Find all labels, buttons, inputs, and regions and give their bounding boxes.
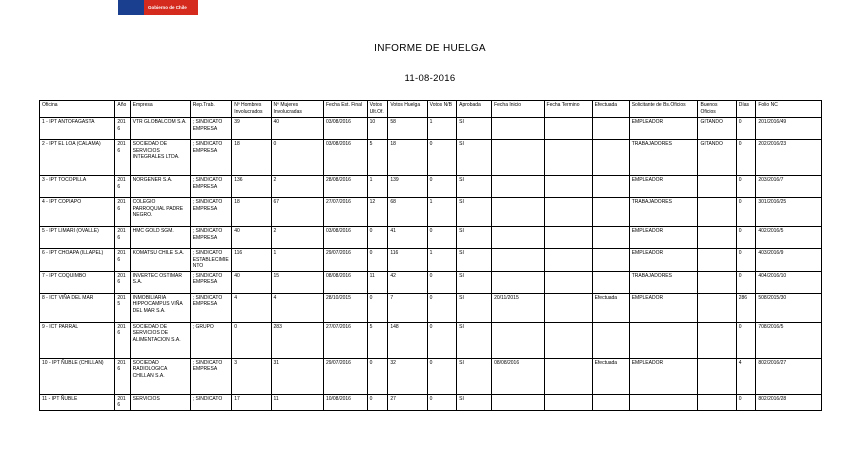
table-cell: 2016 [115, 176, 130, 198]
table-cell: 18 [232, 198, 271, 227]
table-cell: ; SINDICATO ESTABLECIMIENTO [190, 249, 232, 272]
table-cell: 27/07/2016 [323, 198, 367, 227]
table-cell: 0 [736, 249, 756, 272]
table-cell: 67 [271, 198, 323, 227]
table-cell: 1 [367, 176, 388, 198]
table-cell: TRABAJADORES [629, 198, 698, 227]
table-cell: 1 - IPT ANTOFAGASTA [40, 118, 115, 140]
table-cell: 0 [367, 227, 388, 249]
table-header-row [40, 101, 822, 118]
table-cell: 508/2015/30 [756, 293, 822, 322]
table-cell [544, 394, 592, 410]
table-cell: 5 - IPT LIMARI (OVALLE) [40, 227, 115, 249]
table-cell: 2016 [115, 358, 130, 394]
table-cell: SERVICIOS [130, 394, 190, 410]
table-cell: 0 [427, 176, 456, 198]
table-row [40, 176, 822, 198]
table-cell [698, 358, 736, 394]
table-cell: 1 [271, 249, 323, 272]
table-cell: SOCIEDAD DE SERVICIOS DE ALIMENTACION S.A. [130, 322, 190, 358]
table-cell: 20/11/2015 [492, 293, 544, 322]
table-cell: TRABAJADORES [629, 140, 698, 176]
table-cell [592, 118, 629, 140]
table-row [40, 249, 822, 272]
table-cell: ; SINDICATO EMPRESA [190, 227, 232, 249]
column-header: Días [736, 101, 756, 118]
table-cell: 10 - IPT ÑUBLE (CHILLAN) [40, 358, 115, 394]
logo-blue-block [118, 0, 144, 15]
table-cell: 0 [367, 394, 388, 410]
table-cell: 2016 [115, 140, 130, 176]
table-cell: 18 [232, 140, 271, 176]
logo-text: Gobierno de Chile [148, 5, 187, 10]
gobierno-logo [118, 0, 198, 15]
table-row [40, 358, 822, 394]
table-cell: 28/10/2015 [323, 293, 367, 322]
table-cell: ; SINDICATO [190, 394, 232, 410]
column-header: Rep.Trab. [190, 101, 232, 118]
column-header: Votos Ult.Of. [367, 101, 388, 118]
table-cell [698, 176, 736, 198]
table-cell: ; GRUPO [190, 322, 232, 358]
table-cell: 0 [427, 271, 456, 293]
table-row [40, 322, 822, 358]
table-cell: SI [457, 227, 492, 249]
table-cell: 27 [388, 394, 427, 410]
table-cell: 4 [232, 293, 271, 322]
table-cell [544, 249, 592, 272]
table-cell: SI [457, 198, 492, 227]
table-cell: EMPLEADOR [629, 176, 698, 198]
table-cell: 4 [736, 358, 756, 394]
table-cell: 1 [427, 118, 456, 140]
table-cell: SI [457, 118, 492, 140]
table-cell [492, 394, 544, 410]
table-cell [492, 271, 544, 293]
table-cell: 3 [232, 358, 271, 394]
table-cell: 116 [388, 249, 427, 272]
column-header: Año [115, 101, 130, 118]
table-cell: GITANDO [698, 118, 736, 140]
table-cell: 7 [388, 293, 427, 322]
table-cell: 27/07/2016 [323, 322, 367, 358]
table-cell: 40 [271, 118, 323, 140]
table-cell: 5 [367, 140, 388, 176]
table-cell: 12 [367, 198, 388, 227]
table-cell: ; SINDICATO EMPRESA [190, 198, 232, 227]
table-cell: SI [457, 322, 492, 358]
table-cell: 286 [736, 293, 756, 322]
table-cell: 0 [367, 249, 388, 272]
table-cell: 11 [367, 271, 388, 293]
table-cell: 10/08/2016 [323, 394, 367, 410]
table-cell [698, 394, 736, 410]
column-header: Nº Hombres Involucrados [232, 101, 271, 118]
table-cell: EMPLEADOR [629, 293, 698, 322]
table-cell: ; SINDICATO EMPRESA [190, 140, 232, 176]
table-cell [544, 322, 592, 358]
table-cell: 0 [232, 322, 271, 358]
table-cell: EMPLEADOR [629, 118, 698, 140]
table-cell: 2016 [115, 227, 130, 249]
table-cell [592, 322, 629, 358]
table-row [40, 394, 822, 410]
table-cell: 28/08/2016 [323, 176, 367, 198]
table-cell: 1 [427, 198, 456, 227]
table-cell [698, 271, 736, 293]
table-row [40, 227, 822, 249]
table-cell: 403/2016/9 [756, 249, 822, 272]
table-cell: 31 [271, 358, 323, 394]
column-header: Nº Mujeres Involucradas [271, 101, 323, 118]
table-cell: 2016 [115, 198, 130, 227]
table-cell [544, 118, 592, 140]
table-cell [492, 176, 544, 198]
table-cell: 9 - ICT PARRAL [40, 322, 115, 358]
table-cell: 03/08/2016 [323, 140, 367, 176]
table-cell: 201/2016/49 [756, 118, 822, 140]
table-cell: 68 [388, 198, 427, 227]
table-cell: 18 [388, 140, 427, 176]
table-cell: 4 [271, 293, 323, 322]
table-cell: ; SINDICATO EMPRESA [190, 358, 232, 394]
strike-report-table [39, 100, 822, 411]
table-row [40, 293, 822, 322]
table-cell: 0 [427, 322, 456, 358]
table-cell: 5 [367, 322, 388, 358]
table-cell: 301/2016/25 [756, 198, 822, 227]
table-cell: NORGENER S.A. [130, 176, 190, 198]
table-cell: SI [457, 140, 492, 176]
column-header: Empresa [130, 101, 190, 118]
table-cell: INMOBILIARIA HIPPOCAMPUS VIÑA DEL MAR S.A. [130, 293, 190, 322]
table-cell [492, 118, 544, 140]
table-row [40, 198, 822, 227]
table-cell: EMPLEADOR [629, 358, 698, 394]
table-cell: 29/07/2016 [323, 249, 367, 272]
table-cell: SI [457, 271, 492, 293]
table-cell: 11 - IPT ÑUBLE [40, 394, 115, 410]
table-cell: 116 [232, 249, 271, 272]
table-cell: SOCIEDAD DE SERVICIOS INTEGRALES LTDA. [130, 140, 190, 176]
table-cell: VTR GLOBALCOM S.A. [130, 118, 190, 140]
table-cell [544, 358, 592, 394]
table-cell: 40 [232, 271, 271, 293]
table-cell: COLEGIO PARROQUIAL PADRE NEGRO. [130, 198, 190, 227]
table-cell [592, 140, 629, 176]
table-cell: 708/2016/5 [756, 322, 822, 358]
table-cell [592, 198, 629, 227]
report-date: 11-08-2016 [404, 73, 456, 84]
table-cell: KOMATSU CHILE S.A. [130, 249, 190, 272]
table-cell: 2 - IPT EL LOA (CALAMA) [40, 140, 115, 176]
table-cell: 802/2016/27 [756, 358, 822, 394]
table-cell: 8 - ICT VIÑA DEL MAR [40, 293, 115, 322]
table-cell: 148 [388, 322, 427, 358]
report-title: INFORME DE HUELGA [374, 43, 486, 54]
table-cell [592, 249, 629, 272]
table-cell [544, 176, 592, 198]
table-cell: ; SINDICATO EMPRESA [190, 118, 232, 140]
table-cell: 0 [736, 198, 756, 227]
table-cell [698, 249, 736, 272]
table-cell: 402/2016/5 [756, 227, 822, 249]
column-header: Fecha Est. Final [323, 101, 367, 118]
column-header: Fecha Inicio [492, 101, 544, 118]
table-cell: 0 [736, 176, 756, 198]
table-cell: 08/08/2016 [492, 358, 544, 394]
table-cell: 0 [736, 271, 756, 293]
table-cell: GITANDO [698, 140, 736, 176]
table-cell: Efectuada [592, 293, 629, 322]
column-header: Folio NC [756, 101, 822, 118]
table-cell: 6 - IPT CHOAPA (ILLAPEL) [40, 249, 115, 272]
table-cell: SI [457, 249, 492, 272]
table-cell: 203/2016/7 [756, 176, 822, 198]
table-cell: 0 [367, 358, 388, 394]
table-cell: 32 [388, 358, 427, 394]
table-cell: ; SINDICATO EMPRESA [190, 271, 232, 293]
table-cell: 11 [271, 394, 323, 410]
table-cell [629, 394, 698, 410]
table-cell: 2 [271, 176, 323, 198]
table-row [40, 271, 822, 293]
table-cell: 139 [388, 176, 427, 198]
column-header: Oficina [40, 101, 115, 118]
table-cell [698, 227, 736, 249]
table-cell: 0 [427, 394, 456, 410]
table-body [40, 118, 822, 411]
table-cell: 3 - IPT TOCOPILLA [40, 176, 115, 198]
table-cell: 2016 [115, 249, 130, 272]
table-cell [492, 322, 544, 358]
table-cell: 15 [271, 271, 323, 293]
table-cell: ; SINDICATO EMPRESA [190, 176, 232, 198]
table-cell: 202/2016/23 [756, 140, 822, 176]
table-cell: 40 [232, 227, 271, 249]
table-cell: 41 [388, 227, 427, 249]
table-cell: 0 [427, 227, 456, 249]
table-cell: Efectuada [592, 358, 629, 394]
table-cell: 0 [736, 227, 756, 249]
table-cell: 2016 [115, 271, 130, 293]
table-cell [492, 227, 544, 249]
table-cell: TRABAJADORES [629, 271, 698, 293]
table-cell: 404/2016/10 [756, 271, 822, 293]
table-cell: 0 [427, 358, 456, 394]
table-cell: SI [457, 394, 492, 410]
table-cell: 2016 [115, 394, 130, 410]
table-cell [544, 198, 592, 227]
table-cell: 42 [388, 271, 427, 293]
table-cell [698, 293, 736, 322]
table-cell: 0 [736, 140, 756, 176]
table-cell: 2 [271, 227, 323, 249]
table-cell: 39 [232, 118, 271, 140]
table-cell: 0 [736, 118, 756, 140]
column-header: Buenos Oficios [698, 101, 736, 118]
table-cell: 58 [388, 118, 427, 140]
table-cell: 2015 [115, 293, 130, 322]
column-header: Efectuada [592, 101, 629, 118]
table-cell [698, 198, 736, 227]
table-cell: INVERTEC OSTIMAR S.A. [130, 271, 190, 293]
table-cell: 2016 [115, 322, 130, 358]
table-cell [629, 322, 698, 358]
table-cell: SI [457, 358, 492, 394]
table-row [40, 140, 822, 176]
table-cell: 10 [367, 118, 388, 140]
column-header: Solicitante de Bs.Oficios [629, 101, 698, 118]
table-cell: 136 [232, 176, 271, 198]
table-cell [544, 271, 592, 293]
table-cell: 03/08/2016 [323, 118, 367, 140]
table-cell: 0 [367, 293, 388, 322]
table-cell [544, 227, 592, 249]
table-cell [592, 176, 629, 198]
table-cell [592, 271, 629, 293]
table-cell: 0 [427, 293, 456, 322]
table-cell [544, 293, 592, 322]
table-cell [492, 198, 544, 227]
table-cell: 0 [427, 140, 456, 176]
table-cell: 0 [736, 394, 756, 410]
table-cell: ; SINDICATO EMPRESA [190, 293, 232, 322]
table-cell: 0 [271, 140, 323, 176]
table-cell [698, 322, 736, 358]
table-cell: 08/08/2016 [323, 271, 367, 293]
table-cell [592, 227, 629, 249]
table-cell: HMC GOLD SGM. [130, 227, 190, 249]
table-cell: 1 [427, 249, 456, 272]
table-cell: 802/2016/28 [756, 394, 822, 410]
column-header: Votos N/B [427, 101, 456, 118]
table-cell: SI [457, 176, 492, 198]
column-header: Aprobada [457, 101, 492, 118]
table-row [40, 118, 822, 140]
table-cell: 2016 [115, 118, 130, 140]
table-cell: EMPLEADOR [629, 227, 698, 249]
column-header: Fecha Termino [544, 101, 592, 118]
table-cell: 0 [736, 322, 756, 358]
column-header: Votos Huelga [388, 101, 427, 118]
table-cell: SOCIEDAD RADIOLOGICA CHILLAN S.A. [130, 358, 190, 394]
table-cell [492, 140, 544, 176]
table-cell: SI [457, 293, 492, 322]
table-cell: 7 - IPT COQUIMBO [40, 271, 115, 293]
table-cell: 283 [271, 322, 323, 358]
table-cell: 03/08/2016 [323, 227, 367, 249]
table-cell: 17 [232, 394, 271, 410]
table-cell: EMPLEADOR [629, 249, 698, 272]
table-cell: 29/07/2016 [323, 358, 367, 394]
table-cell: 4 - IPT COPIAPO [40, 198, 115, 227]
table-cell [544, 140, 592, 176]
table-cell [592, 394, 629, 410]
table-cell [492, 249, 544, 272]
